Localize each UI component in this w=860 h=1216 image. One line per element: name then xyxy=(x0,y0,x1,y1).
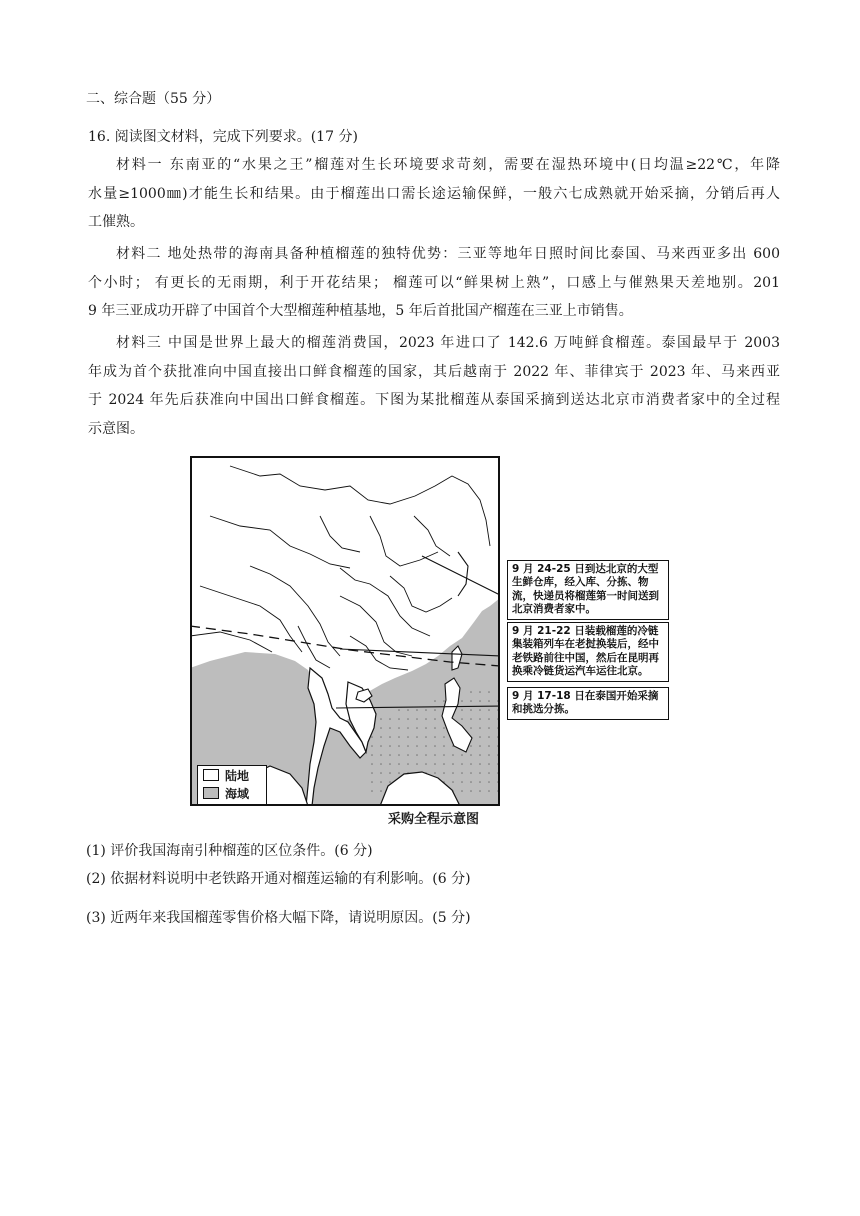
material-one xyxy=(88,151,780,237)
procurement-map xyxy=(190,456,500,806)
material-three-line-3: 于 2024 年先后获准向中国出口鲜食榴莲。下图为某批榴莲从泰国采摘到送达北京市消费者家中的全过程 xyxy=(88,392,780,408)
map-caption: 采购全程示意图 xyxy=(388,812,480,827)
legend-sea xyxy=(198,784,266,802)
sub-question-1: (1) 评价我国海南引种榴莲的区位条件。(6 分) xyxy=(86,843,373,859)
land-swatch xyxy=(203,769,219,781)
material-three-line-1: 材料三 中国是世界上最大的榴莲消费国，2023 年进口了 142.6 万吨鲜食榴莲。泰国最早于 2003 xyxy=(116,335,780,351)
material-one-line-1: 材料一 东南亚的“水果之王”榴莲对生长环境要求苛刻，需要在湿热环境中(日均温≥22℃，年降 xyxy=(116,157,780,173)
legend-land-label: 陆地 xyxy=(225,768,250,783)
callout-laos-railway: 9 月 21-22 日装载榴莲的冷链集装箱列车在老挝换装后，经中老铁路前往中国，然后在昆明再换乘冷链货运汽车运往北京。 xyxy=(507,622,669,682)
legend-land xyxy=(198,766,266,784)
material-one-line-3: 工催熟。 xyxy=(88,214,144,230)
material-three-line-4: 示意图。 xyxy=(88,420,144,437)
section-heading: 二、综合题（55 分） xyxy=(86,91,221,107)
material-two-line-2: 个小时； 有更长的无雨期，利于开花结果； 榴莲可以“鲜果树上熟”，口感上与催熟果天差地别。201 xyxy=(88,274,780,291)
sub-question-3: (3) 近两年来我国榴莲零售价格大幅下降，请说明原因。(5 分) xyxy=(86,910,471,926)
material-three xyxy=(88,329,780,443)
legend-sea-label: 海域 xyxy=(225,786,250,801)
sea-swatch xyxy=(203,787,219,799)
material-two-line-3: 9 年三亚成功开辟了中国首个大型榴莲种植基地，5 年后首批国产榴莲在三亚上市销售。 xyxy=(88,303,633,319)
map-graphic xyxy=(190,456,500,806)
material-three-line-2: 年成为首个获批准向中国直接出口鲜食榴莲的国家，其后越南于 2022 年、菲律宾于 2023 年、马来西亚 xyxy=(88,363,780,380)
material-two-line-1: 材料二 地处热带的海南具备种植榴莲的独特优势：三亚等地年日照时间比泰国、马来西亚多出 600 xyxy=(116,246,780,262)
material-two xyxy=(88,240,780,326)
sub-question-2: (2) 依据材料说明中老铁路开通对榴莲运输的有利影响。(6 分) xyxy=(86,871,471,887)
material-one-line-2: 水量≥1000㎜)才能生长和结果。由于榴莲出口需长途运输保鲜，一般六七成熟就开始采摘，分销后再人 xyxy=(88,185,780,202)
map-legend xyxy=(197,765,267,805)
callout-thailand-harvest: 9 月 17-18 日在泰国开始采摘和挑选分拣。 xyxy=(507,687,669,720)
question-stem: 16. 阅读图文材料，完成下列要求。(17 分) xyxy=(88,129,358,145)
callout-beijing: 9 月 24-25 日到达北京的大型生鲜仓库，经入库、分拣、物流，快递员将榴莲第一时间送到北京消费者家中。 xyxy=(507,560,669,620)
